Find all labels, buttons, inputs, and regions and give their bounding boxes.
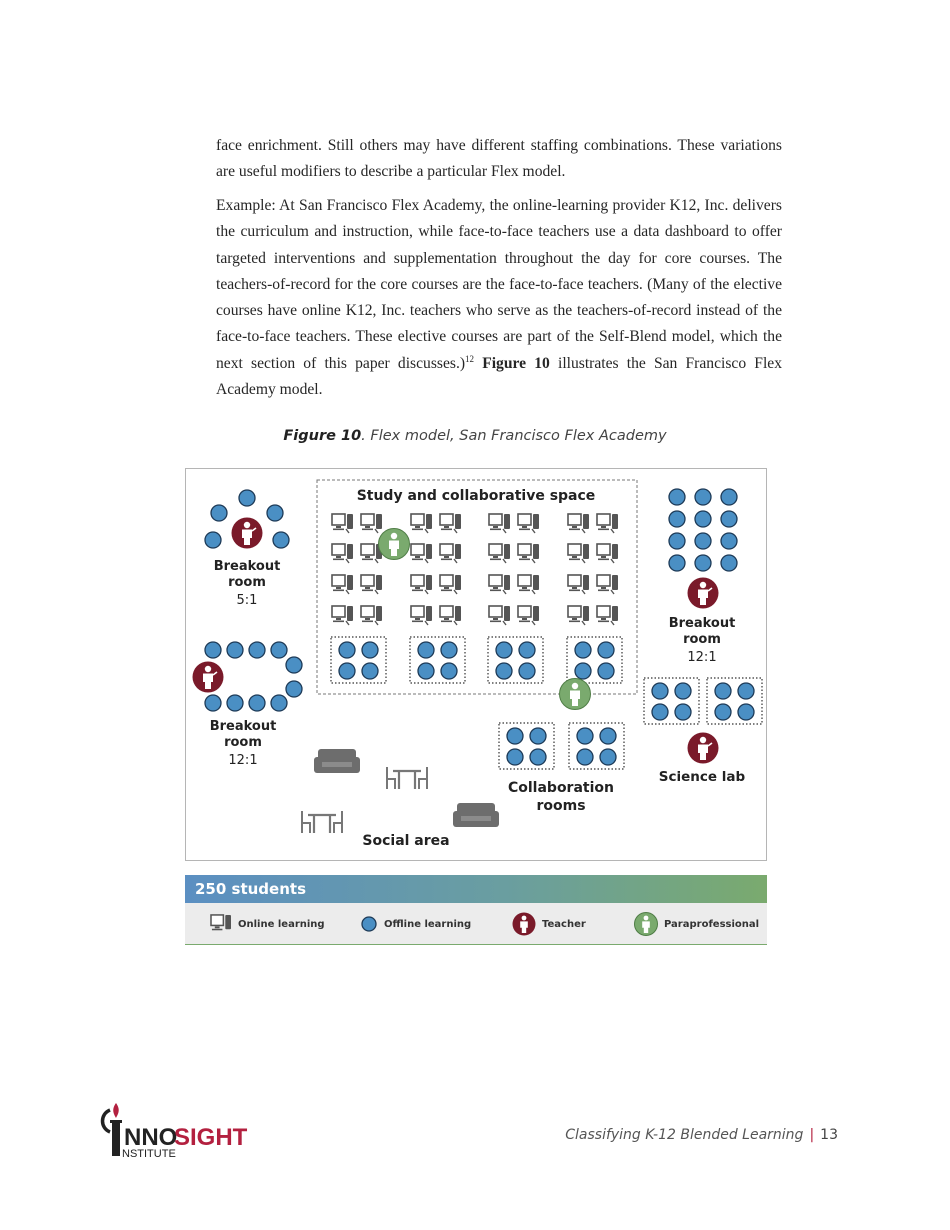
student-icon xyxy=(362,663,378,679)
collaboration-rooms-label: Collaboration xyxy=(507,780,615,796)
logo-text-nno: NNO xyxy=(124,1124,178,1151)
teacher-icon xyxy=(193,662,224,693)
computer-icon xyxy=(597,575,618,594)
legend-offline xyxy=(360,903,471,945)
computer-icon xyxy=(518,606,539,625)
student-icon xyxy=(715,683,731,699)
paraprofessional-icon xyxy=(634,912,658,936)
collaboration-pod xyxy=(499,723,554,769)
social-area-label: Social area xyxy=(362,833,450,849)
logo-text-institute: NSTITUTE xyxy=(122,1148,176,1160)
computer-icon xyxy=(332,514,353,533)
computer-grid xyxy=(332,514,618,625)
student-icon xyxy=(715,704,731,720)
student-icon xyxy=(267,505,283,521)
student-icon xyxy=(271,695,287,711)
student-icon xyxy=(205,532,221,548)
computer-icon xyxy=(332,575,353,594)
student-icon xyxy=(675,683,691,699)
legend-online-label: Online learning xyxy=(238,918,325,930)
figure-caption xyxy=(0,428,950,444)
computer-icon xyxy=(361,575,382,594)
computer-icon xyxy=(568,575,589,594)
computer-icon xyxy=(489,606,510,625)
student-icon xyxy=(205,642,221,658)
student-icon xyxy=(418,663,434,679)
science-lab-label: Science lab xyxy=(658,769,746,785)
student-icon xyxy=(519,642,535,658)
student-icon xyxy=(695,533,711,549)
breakout-room-1-label-2: room xyxy=(228,575,266,590)
computer-icon xyxy=(518,514,539,533)
figure-reference: Figure 10 xyxy=(482,354,550,372)
breakout-room-3-label-2: room xyxy=(683,632,721,647)
collaboration-pod xyxy=(410,637,465,683)
student-icon xyxy=(441,663,457,679)
legend-paraprofessional xyxy=(634,903,759,945)
table-icon xyxy=(302,811,342,833)
footnote-ref[interactable]: 12 xyxy=(465,353,475,364)
student-icon xyxy=(738,704,754,720)
student-icon xyxy=(496,663,512,679)
legend-online xyxy=(210,903,325,945)
legend-offline-label: Offline learning xyxy=(384,918,472,930)
student-icon xyxy=(669,533,685,549)
student-icon xyxy=(577,749,593,765)
student-icon xyxy=(507,749,523,765)
student-icon xyxy=(600,749,616,765)
computer-icon xyxy=(518,575,539,594)
caption-text: . Flex model, San Francisco Flex Academy xyxy=(361,428,667,444)
breakout-room-2-label-2: room xyxy=(224,735,262,750)
innosight-logo xyxy=(98,1100,248,1162)
legend-title-bar: 250 students xyxy=(185,875,767,903)
student-icon xyxy=(496,642,512,658)
floor-plan-figure xyxy=(185,468,767,861)
breakout-room-2-ratio: 12:1 xyxy=(228,753,258,768)
student-icon xyxy=(721,511,737,527)
teacher-icon xyxy=(232,518,263,549)
student-icon xyxy=(227,642,243,658)
floor-plan-svg xyxy=(186,469,766,860)
student-icon xyxy=(600,728,616,744)
student-icon xyxy=(249,642,265,658)
student-icon xyxy=(669,489,685,505)
logo-text-sight: SIGHT xyxy=(174,1124,248,1151)
breakout-room-3-label: Breakout xyxy=(668,616,736,631)
student-icon xyxy=(575,663,591,679)
student-icon xyxy=(360,915,378,933)
computer-icon xyxy=(332,606,353,625)
teacher-icon xyxy=(512,912,536,936)
collaboration-rooms-label-2: rooms xyxy=(536,798,586,814)
computer-icon xyxy=(489,544,510,563)
computer-icon xyxy=(210,914,232,934)
student-icon xyxy=(721,555,737,571)
paraprofessional-icon xyxy=(560,679,591,710)
running-footer xyxy=(565,1127,838,1143)
student-icon xyxy=(695,555,711,571)
computer-icon xyxy=(489,575,510,594)
student-icon xyxy=(652,683,668,699)
computer-icon xyxy=(411,544,432,563)
teacher-icon xyxy=(688,578,719,609)
computer-icon xyxy=(440,544,461,563)
student-icon xyxy=(205,695,221,711)
student-icon xyxy=(211,505,227,521)
student-icon xyxy=(530,728,546,744)
table-icon xyxy=(387,767,427,789)
collaboration-pod xyxy=(331,637,386,683)
computer-icon xyxy=(361,514,382,533)
breakout-room-3-ratio: 12:1 xyxy=(687,650,717,665)
sofa-icon xyxy=(453,803,499,827)
student-icon xyxy=(598,663,614,679)
student-icon xyxy=(669,555,685,571)
student-icon xyxy=(695,489,711,505)
computer-icon xyxy=(440,575,461,594)
sofa-icon xyxy=(314,749,360,773)
student-icon xyxy=(441,642,457,658)
student-icon xyxy=(271,642,287,658)
paragraph-2-tail: illustrates the San Francisco Flex Academy model. xyxy=(216,354,782,399)
legend-teacher xyxy=(512,903,586,945)
student-icon xyxy=(418,642,434,658)
breakout-room-2-label: Breakout xyxy=(209,719,277,734)
student-icon xyxy=(577,728,593,744)
student-markers xyxy=(205,489,737,711)
student-icon xyxy=(362,642,378,658)
collaboration-pod xyxy=(569,723,624,769)
collaboration-pod xyxy=(644,678,699,724)
legend xyxy=(185,903,767,945)
student-icon xyxy=(721,489,737,505)
computer-icon xyxy=(489,514,510,533)
computer-icon xyxy=(411,514,432,533)
computer-icon xyxy=(597,606,618,625)
teacher-icon xyxy=(688,733,719,764)
body-paragraph-1: face enrichment. Still others may have different staffing combinations. These variations are useful modifiers to describe a particular Flex model. xyxy=(216,137,782,181)
breakout-room-1-ratio: 5:1 xyxy=(236,593,258,608)
student-icon xyxy=(695,511,711,527)
study-space-label: Study and collaborative space xyxy=(356,488,596,504)
student-icon xyxy=(339,663,355,679)
collaboration-pod xyxy=(707,678,762,724)
student-icon xyxy=(652,704,668,720)
computer-icon xyxy=(597,544,618,563)
computer-icon xyxy=(332,544,353,563)
legend-teacher-label: Teacher xyxy=(542,918,586,930)
caption-number: Figure 10 xyxy=(283,428,362,444)
breakout-room-1-label: Breakout xyxy=(213,559,281,574)
computer-icon xyxy=(597,514,618,533)
student-icon xyxy=(273,532,289,548)
body-paragraph-2 xyxy=(216,193,782,403)
student-icon xyxy=(227,695,243,711)
page-number: 13 xyxy=(820,1127,838,1143)
student-icon xyxy=(530,749,546,765)
student-icon xyxy=(675,704,691,720)
student-icon xyxy=(286,681,302,697)
footer-title: Classifying K-12 Blended Learning xyxy=(565,1127,804,1143)
student-icon xyxy=(721,533,737,549)
computer-icon xyxy=(411,575,432,594)
student-icon xyxy=(575,642,591,658)
computer-icon xyxy=(568,514,589,533)
legend-paraprofessional-label: Paraprofessional xyxy=(664,918,760,930)
computer-icon xyxy=(411,606,432,625)
student-icon xyxy=(669,511,685,527)
computer-icon xyxy=(518,544,539,563)
student-icon xyxy=(519,663,535,679)
collaboration-pod xyxy=(488,637,543,683)
student-icon xyxy=(738,683,754,699)
computer-icon xyxy=(568,606,589,625)
computer-icon xyxy=(361,606,382,625)
computer-icon xyxy=(568,544,589,563)
student-icon xyxy=(598,642,614,658)
student-icon xyxy=(339,642,355,658)
computer-icon xyxy=(440,606,461,625)
computer-icon xyxy=(440,514,461,533)
student-icon xyxy=(286,657,302,673)
collaboration-pod xyxy=(567,637,622,683)
student-icon xyxy=(239,490,255,506)
paraprofessional-icon xyxy=(379,529,410,560)
student-icon xyxy=(249,695,265,711)
footer-separator: | xyxy=(809,1127,815,1143)
paragraph-2-text: Example: At San Francisco Flex Academy, the online-learning provider K12, Inc. delivers the curriculum and instruction, while face-to-face teachers use a data dashboard to offer targeted interventions and supplementation throughout the day for core courses. The teachers-of-record for the core courses are the face-to-face teachers. (Many of the elective courses have online K12, Inc. teachers who serve as the teachers-of-record instead of the face-to-face teachers. These elective courses are part of the Self-Blend model, which the next section of this paper discusses.) xyxy=(216,197,782,372)
student-icon xyxy=(507,728,523,744)
